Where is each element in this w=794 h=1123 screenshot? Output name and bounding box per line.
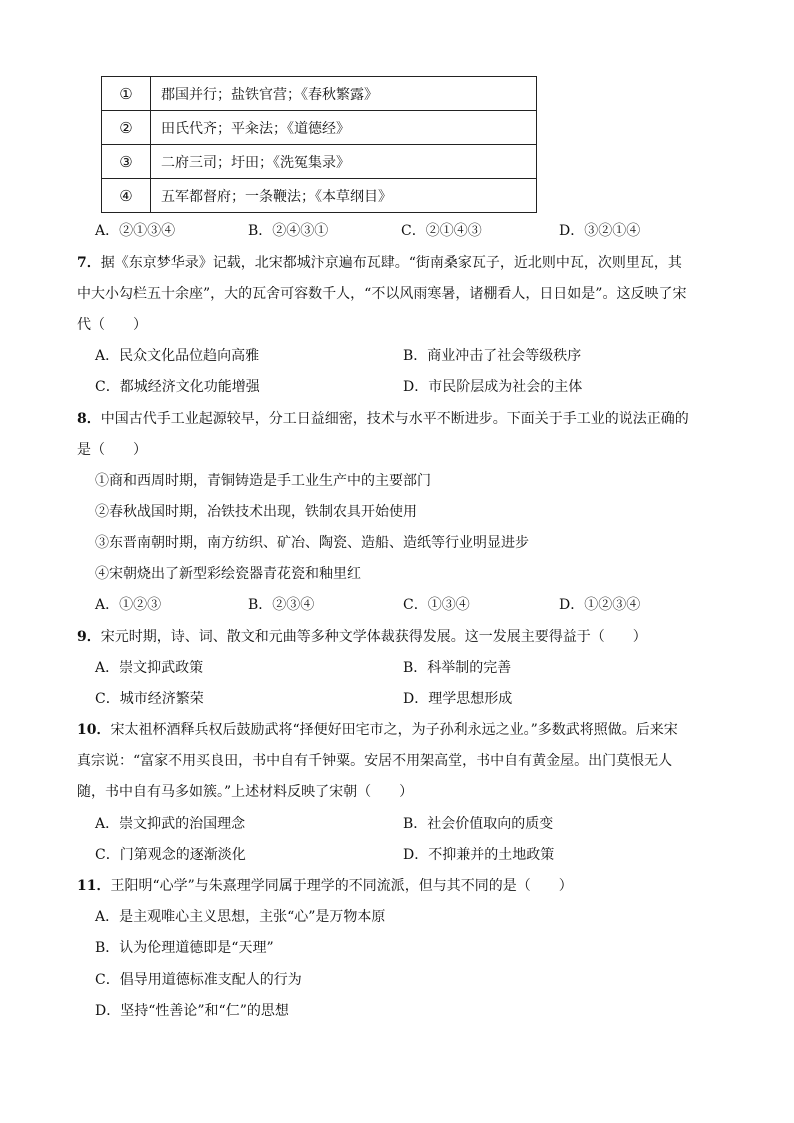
q10-option-a[interactable]: A．崇文抑武的治国理念 [95,816,246,832]
row-number: ④ [102,179,151,213]
q6-option-b[interactable]: B．②④③① [248,223,329,239]
q11-option-a[interactable]: A．是主观唯心主义思想，主张“心”是万物本原 [95,909,386,925]
q7-option-c[interactable]: C．都城经济文化功能增强 [95,379,260,395]
q9-option-d[interactable]: D．理学思想形成 [403,691,513,707]
question-number: 7． [77,255,101,271]
q11-stem-line: 11．王阳明“心学”与朱熹理学同属于理学的不同流派，但与其不同的是（ ） [77,878,573,894]
q7-option-b[interactable]: B．商业冲击了社会等级秩序 [403,348,582,364]
q8-option-a[interactable]: A．①②③ [95,597,162,613]
q10-stem-line: 随，书中自有马多如簇。”上述材料反映了宋朝（ ） [77,784,414,800]
question-number: 11． [77,878,111,894]
row-number: ③ [102,145,151,179]
table-row [102,77,537,111]
q9-stem-line: 9．宋元时期，诗、词、散文和元曲等多种文学体裁获得发展。这一发展主要得益于（ ） [77,629,647,645]
question-number: 9． [77,629,101,645]
q9-option-c[interactable]: C．城市经济繁荣 [95,691,204,707]
table-row [102,111,537,145]
q7-stem-line: 中大小勾栏五十余座”，大的瓦舍可容数千人，“不以风雨寒暑，诸棚看人，日日如是”。这反映了宋 [77,286,687,302]
q7-option-d[interactable]: D．市民阶层成为社会的主体 [403,379,583,395]
q6-option-a[interactable]: A．②①③④ [95,223,176,239]
row-text: 二府三司；圩田；《洗冤集录》 [151,145,537,179]
question-number: 10． [77,722,111,738]
q7-stem-line: 7．据《东京梦华录》记载，北宋都城汴京遍布瓦肆。“街南桑家瓦子，近北则中瓦，次则里瓦，其 [77,255,682,271]
q10-option-c[interactable]: C．门第观念的逐渐淡化 [95,847,246,863]
q10-stem-line: 10．宋太祖杯酒释兵权后鼓励武将“择便好田宅市之，为子孙利永远之业。”多数武将照做。后来宋 [77,722,678,738]
row-number: ② [102,111,151,145]
q11-option-b[interactable]: B．认为伦理道德即是“天理” [95,940,274,956]
table-row [102,179,537,213]
q8-stem-line: 8．中国古代手工业起源较早，分工日益细密，技术与水平不断进步。下面关于手工业的说法正确的 [77,411,689,427]
q8-item: ④宋朝烧出了新型彩绘瓷器青花瓷和釉里红 [95,566,361,582]
q7-stem-line: 代（ ） [77,317,147,333]
q8-item: ②春秋战国时期，冶铁技术出现，铁制农具开始使用 [95,504,417,520]
q8-item: ①商和西周时期，青铜铸造是手工业生产中的主要部门 [95,473,431,489]
table-row [102,145,537,179]
q10-option-d[interactable]: D．不抑兼并的土地政策 [403,847,555,863]
q7-option-a[interactable]: A．民众文化品位趋向高雅 [95,348,260,364]
q8-option-b[interactable]: B．②③④ [248,597,315,613]
q9-option-b[interactable]: B．科举制的完善 [403,660,512,676]
q8-option-d[interactable]: D．①②③④ [559,597,641,613]
row-text: 郡国并行；盐铁官营；《春秋繁露》 [151,77,537,111]
q6-option-d[interactable]: D．③②①④ [559,223,641,239]
q11-option-d[interactable]: D．坚持“性善论”和“仁”的思想 [95,1003,289,1019]
row-text: 五军都督府；一条鞭法；《本草纲目》 [151,179,537,213]
q6-option-c[interactable]: C．②①④③ [401,223,482,239]
question-number: 8． [77,411,101,427]
row-number: ① [102,77,151,111]
q11-option-c[interactable]: C．倡导用道德标准支配人的行为 [95,972,302,988]
options-table [101,76,537,213]
q10-option-b[interactable]: B．社会价值取向的质变 [403,816,554,832]
q8-item: ③东晋南朝时期，南方纺织、矿冶、陶瓷、造船、造纸等行业明显进步 [95,535,529,551]
row-text: 田氏代齐；平籴法；《道德经》 [151,111,537,145]
q8-stem-line: 是（ ） [77,442,147,458]
q9-option-a[interactable]: A．崇文抑武政策 [95,660,204,676]
q10-stem-line: 真宗说：“富家不用买良田，书中自有千钟粟。安居不用架高堂，书中自有黄金屋。出门莫恨无人 [77,753,673,769]
q8-option-c[interactable]: C．①③④ [403,597,470,613]
